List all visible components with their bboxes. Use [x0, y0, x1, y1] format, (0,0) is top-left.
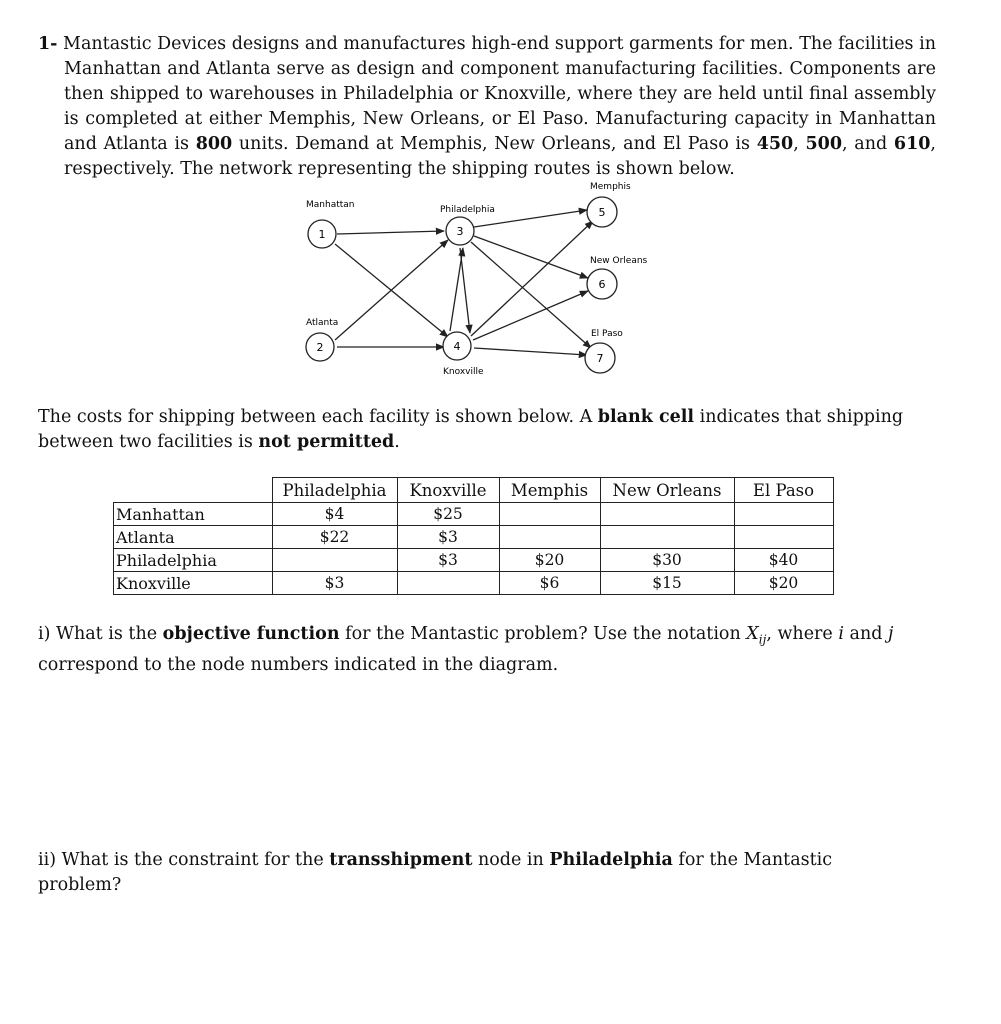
table-cell [734, 526, 833, 549]
table-header-row [114, 478, 834, 503]
column-header: El Paso [734, 478, 833, 503]
problem-text-a: Mantastic Devices designs and manufactures high-end support garments for men. The facilities in Manhattan and Atlanta serve as design and component manufacturing facilities. Components are then shipped to warehouses in Philadelphia or Knoxville, where they are held until final assembly is completed at either Memphis, New Orleans, or El Paso. Manufacturing capacity in Manhattan and Atlanta is [57, 34, 936, 154]
node-label: Memphis [590, 182, 631, 192]
q2-bold-transshipment: transshipment [329, 850, 473, 870]
row-label: Knoxville [114, 572, 273, 595]
table-row [114, 503, 834, 526]
node-7 [585, 329, 623, 373]
edge-1-3 [337, 231, 444, 234]
q1-prefix: i) What is the [38, 624, 163, 644]
table-cell: $22 [272, 526, 397, 549]
table-row [114, 572, 834, 595]
column-header: New Orleans [600, 478, 734, 503]
node-label: Atlanta [306, 318, 339, 328]
table-cell [499, 503, 600, 526]
table-cell [600, 526, 734, 549]
edge-4-3 [450, 248, 463, 331]
table-row [114, 526, 834, 549]
problem-statement [38, 32, 936, 182]
table-cell: $6 [499, 572, 600, 595]
table-cell [272, 549, 397, 572]
node-number: 2 [316, 341, 324, 354]
q2-text-a: node in [472, 850, 550, 870]
table-cell: $3 [397, 549, 499, 572]
problem-sep1: , [793, 134, 806, 154]
q2-prefix: ii) What is the constraint for the [38, 850, 330, 870]
edge-3-7 [471, 242, 591, 348]
problem-text-c: , respectively. The network representing the shipping routes is shown below. [64, 134, 936, 179]
edge-2-3 [335, 240, 448, 340]
column-header: Philadelphia [272, 478, 397, 503]
table-cell [499, 526, 600, 549]
q2-text-b: for the Mantastic problem? [38, 850, 833, 895]
problem-text-b: units. Demand at Memphis, New Orleans, and El Paso is [232, 134, 757, 154]
node-number: 5 [598, 206, 606, 219]
node-number: 1 [318, 228, 326, 241]
problem-number: 1- [38, 34, 58, 54]
table-cell [734, 503, 833, 526]
not-permitted-bold: not permitted [258, 432, 395, 452]
edge-4-7 [474, 348, 587, 355]
var-i: i [838, 624, 844, 644]
row-label: Atlanta [114, 526, 273, 549]
table-cell: $30 [600, 549, 734, 572]
column-header: Memphis [499, 478, 600, 503]
node-1 [306, 200, 354, 248]
node-label: New Orleans [590, 256, 648, 266]
table-cell: $15 [600, 572, 734, 595]
q1-text-a: for the Mantastic problem? Use the notation [339, 624, 747, 644]
costs-text-a: The costs for shipping between each facility is shown below. A [38, 407, 598, 427]
var-j: j [888, 624, 894, 644]
node-label: Knoxville [443, 367, 484, 377]
notation-x: X [746, 624, 759, 644]
row-label: Manhattan [114, 503, 273, 526]
node-label: Philadelphia [440, 205, 495, 215]
node-5 [587, 182, 631, 227]
table-cell: $20 [499, 549, 600, 572]
problem-sep2: , and [842, 134, 894, 154]
q1-text-d: correspond to the node numbers indicated in the diagram. [38, 654, 559, 675]
table-cell: $4 [272, 503, 397, 526]
table-cell: $20 [734, 572, 833, 595]
q1-bold: objective function [162, 624, 340, 644]
node-number: 7 [596, 352, 604, 365]
q1-text-c: and [843, 624, 889, 644]
demand-elpaso: 610 [893, 134, 931, 154]
node-number: 4 [453, 340, 461, 353]
table-corner [114, 478, 273, 503]
node-label: Manhattan [306, 200, 355, 210]
node-number: 6 [598, 278, 606, 291]
edge-4-5 [471, 221, 593, 336]
node-6 [587, 256, 648, 299]
node-2 [306, 318, 338, 361]
costs-intro [38, 405, 918, 455]
capacity-value: 800 [195, 134, 233, 154]
table-cell [600, 503, 734, 526]
node-4 [443, 332, 484, 377]
costs-text-c: . [394, 432, 400, 452]
table-cell [397, 572, 499, 595]
demand-memphis: 450 [756, 134, 794, 154]
column-header: Knoxville [397, 478, 499, 503]
costs-text-b: indicates that shipping between two facilities is [38, 407, 904, 452]
question-2 [38, 848, 918, 898]
table-cell: $3 [397, 526, 499, 549]
demand-neworleans: 500 [805, 134, 843, 154]
row-label: Philadelphia [114, 549, 273, 572]
table-row [114, 549, 834, 572]
question-1 [38, 622, 918, 678]
q1-text-b: , where [766, 624, 839, 644]
node-label: El Paso [591, 329, 623, 339]
q2-bold-philadelphia: Philadelphia [549, 850, 673, 870]
table-cell: $25 [397, 503, 499, 526]
table-cell: $3 [272, 572, 397, 595]
network-diagram [290, 178, 670, 383]
table-cell: $40 [734, 549, 833, 572]
edge-4-6 [473, 291, 588, 340]
cost-table [113, 477, 834, 595]
blank-cell-bold: blank cell [597, 407, 695, 427]
node-number: 3 [456, 225, 464, 238]
notation-subscript: ij [758, 632, 767, 647]
